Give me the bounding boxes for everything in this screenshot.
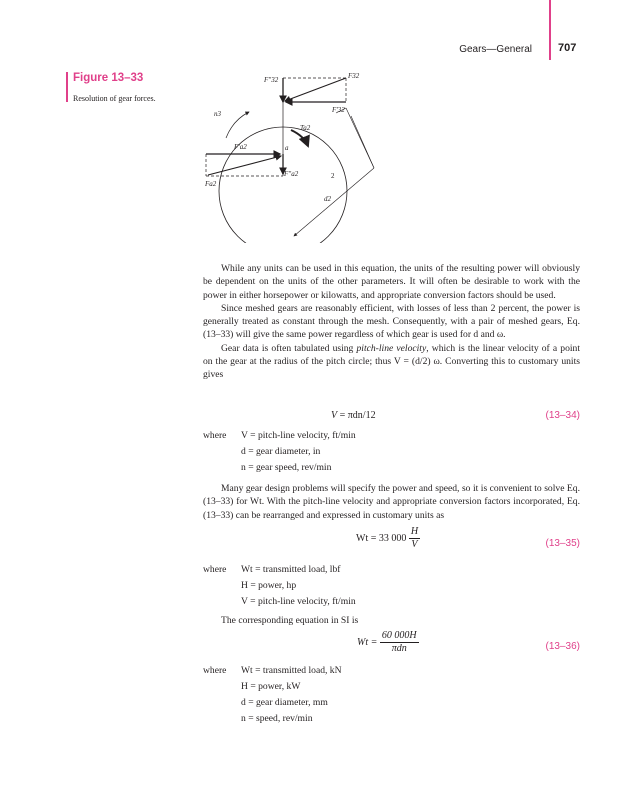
definition-line: d = gear diameter, mm (241, 697, 328, 708)
definition-line: Wt = transmitted load, kN (241, 665, 342, 676)
label-ta2: Ta2 (300, 124, 311, 132)
label-center-a: a (285, 144, 289, 152)
label-fa2-double-prime: F″a2 (284, 170, 299, 178)
definition-line: V = pitch-line velocity, ft/min (241, 430, 356, 441)
running-head: Gears—General (459, 44, 532, 55)
equation-number: (13–34) (545, 410, 580, 421)
label-d2: d2 (324, 195, 331, 203)
body-paragraphs (203, 614, 580, 627)
paragraph: Many gear design problems will specify the power and speed, so it is convenient to solve Eq. (13–33) for Wt. With the pitch-line velocity and appropriate conversion factors incorporated, Eq. (13–33) can be rearranged and expressed in customary units as (203, 483, 580, 521)
label-fa2: Fa2 (205, 180, 217, 188)
gear-force-diagram (196, 68, 386, 243)
fraction: $\frac{H}{V}$ (410, 526, 419, 550)
equation-13-34: V = πdn/12 (331, 410, 376, 421)
figure-accent-rule (66, 72, 68, 102)
equation-13-36: Wt = $\frac{60 000H}{\text{πdn}}$ (357, 630, 417, 654)
header-accent-rule (549, 0, 551, 60)
page-number: 707 (558, 42, 577, 54)
f32-resultant-arrow (285, 78, 346, 101)
label-f32-top: F″32 (264, 76, 279, 84)
equation-13-35: Wt = 33 000 $\frac{H}{V}$ (356, 526, 419, 550)
label-n3: n3 (214, 110, 221, 118)
fa2-resultant-arrow (208, 156, 281, 175)
equation-number: (13–35) (545, 538, 580, 549)
emphasis-term: pitch-line velocity (356, 342, 427, 354)
torque-arrow (291, 130, 308, 146)
label-f32-prime: F′32 (332, 106, 345, 114)
label-gear-2: 2 (331, 172, 335, 180)
definition-line: Wt = transmitted load, lbf (241, 564, 341, 575)
definition-line: H = power, hp (241, 580, 297, 591)
definition-line: H = power, kW (241, 681, 301, 692)
fraction: $\frac{60 000H}{\text{πdn}}$ (381, 630, 417, 654)
definition-line: d = gear diameter, in (241, 446, 321, 457)
paragraph: The corresponding equation in SI is (221, 615, 359, 626)
label-f32: F32 (348, 72, 360, 80)
equation-number: (13–36) (545, 641, 580, 652)
dimension-line (351, 116, 374, 168)
rotation-arrow (226, 112, 249, 138)
figure-label: Figure 13–33 (73, 72, 144, 84)
paragraph: Gear data is often tabulated using pitch-line velocity, which is the linear velocity of a point on the gear at the radius of the pitch circle; thus V = (d/2) ω. Converting this to customary units gives (203, 342, 580, 381)
paragraph: While any units can be used in this equation, the units of the resulting power will obviously be dependent on the units of the other parameters. It will often be desirable to work with the power in either horsepower or kilowatts, and appropriate conversion factors should be used. (203, 263, 580, 301)
figure-caption: Resolution of gear forces. (73, 94, 156, 103)
definition-line: V = pitch-line velocity, ft/min (241, 596, 356, 607)
body-paragraphs (203, 482, 580, 522)
definition-line: n = speed, rev/min (241, 713, 313, 724)
paragraph: Since meshed gears are reasonably efficient, with losses of less than 2 percent, the power is generally treated as constant through the mesh. Consequently, with a pair of meshed gears, Eq. (13–33) will give the same power regardless of which gear is used for d and ω. (203, 302, 580, 341)
definition-line: n = gear speed, rev/min (241, 462, 332, 473)
label-fa2-prime: F′a2 (234, 143, 247, 151)
body-paragraphs (203, 262, 580, 382)
